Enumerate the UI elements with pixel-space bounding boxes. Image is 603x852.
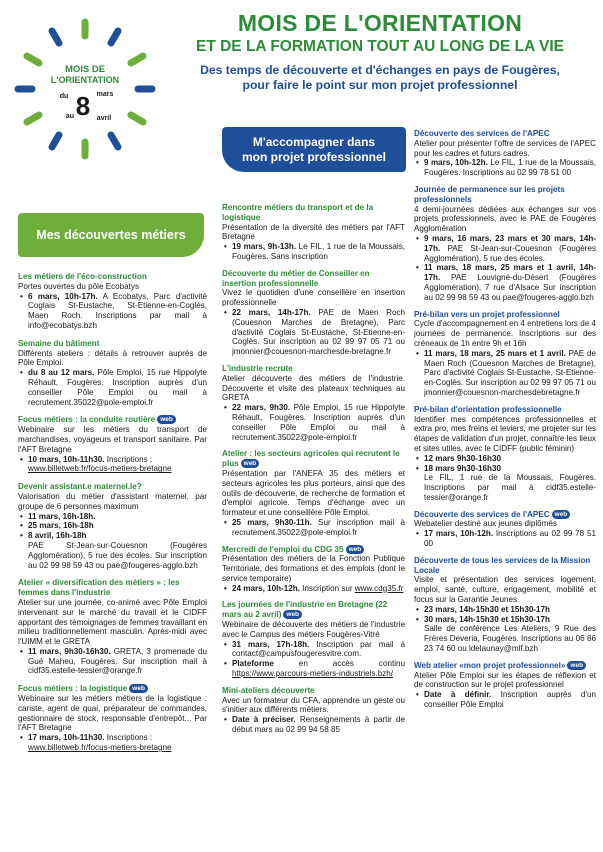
event-date-item: • 25 mars, 16h-18h — [28, 521, 207, 531]
page-header — [165, 10, 595, 93]
banner-accompagner-line-1: M'accompagner dans — [252, 134, 376, 149]
event-logistique — [18, 684, 207, 753]
event-title: Atelier « diversification des métiers » : les femmes dans l'industrie — [18, 578, 180, 598]
event-location: Le FIL, 1 rue de la Moussais, Fougères. Inscriptions par mail à cidf35.estelle-tessier@orange.fr — [424, 473, 596, 502]
event-date-item: • 24 mars, 10h-12h. Inscription sur www.cdg35.fr — [232, 584, 405, 594]
event-description: Présentation de la diversité des métiers par l'AFT Bretagne — [222, 222, 405, 242]
event-date-item: • 8 avril, 16h-18h — [28, 531, 207, 541]
event-pre-bilan-projet — [414, 310, 596, 398]
event-semaine-batiment — [18, 339, 207, 408]
event-title: Mercredi de l'emploi du CDG 35 web — [222, 545, 405, 555]
event-transport-logistique — [222, 203, 405, 262]
event-mission-locale — [414, 556, 596, 654]
banner-mes-decouvertes — [18, 213, 204, 257]
logo-number: 8 — [75, 91, 91, 121]
column-accompagnement — [414, 129, 596, 717]
event-apec-jeunes — [414, 510, 596, 549]
billetweb-link[interactable]: www.billetweb.fr/focus-metiers-bretagne — [28, 464, 172, 474]
event-web-atelier — [414, 661, 596, 710]
event-location: Salle de conférence Les Ateliers, 9 Rue des Frères Deveria, Fougères. Inscriptions au 06 86 23 74 60 ou ldelaunay@mlf.bzh — [424, 624, 596, 654]
event-date-item: • 6 mars, 10h-17h. A Ecobatys, Parc d'activité Coglais St-Eustache, St-Etienne-en-Coglès, Maen Roch. Inscriptions par mail à info@ecobatys.bzh — [28, 292, 207, 331]
event-mini-ateliers — [222, 686, 405, 735]
event-date-item: • 19 mars, 9h-13h. Le FIL, 1 rue de la Moussais, Fougères. Sans inscription — [232, 242, 405, 262]
event-description: Webinaire sur les métiers métiers de la logistique : cariste, agent de quai, préparateur de commandes, gestionnaire de stock, responsable d'entrepôt... Par l'AFT Bretagne — [18, 694, 207, 733]
event-title: Rencontre métiers du transport et de la logistique — [222, 203, 374, 222]
logo-line-1: MOIS DE — [64, 64, 106, 75]
event-femmes-industrie — [18, 578, 207, 676]
column-middle — [222, 203, 405, 742]
logo-avril: avril — [96, 115, 112, 122]
event-description: Vivez le quotidien d'une conseillère en insertion professionnelle — [222, 288, 405, 308]
banner-accompagner — [222, 127, 406, 172]
event-title: Atelier : les secteurs agricoles qui recrutent le plus web — [222, 449, 400, 469]
event-title: Devenir assistant.e maternel.le? — [18, 482, 142, 492]
web-badge: web — [129, 684, 148, 693]
event-date-item: • 30 mars, 14h-15h30 et 15h30-17h — [424, 615, 596, 625]
event-title: Pré-bilan vers un projet professionnel — [414, 309, 560, 319]
event-date-item: • Date à définir. Inscription auprès d'un conseiller Pôle Emploi — [424, 690, 596, 710]
sunburst-rays — [18, 22, 152, 156]
parcours-metiers-link[interactable]: https://www.parcours-metiers-industriels.bzh/ — [232, 669, 394, 679]
event-cdg35 — [222, 545, 405, 594]
event-description: Valorisation du métier d'assistant maternel, par groupe de 6 personnes maximum — [18, 491, 207, 511]
cdg35-link[interactable]: www.cdg35.fr — [354, 583, 404, 593]
event-pre-bilan-orientation — [414, 405, 596, 503]
event-date-item: • 31 mars, 17h-18h. Inscription par mail à contact@campusfougeresvitre.com. — [232, 640, 405, 660]
event-description: Cycle d'accompagnement en 4 entretiens lors de 4 journées de permanence. Inscriptions sur des créneaux de 1h entre 9h et 16h — [414, 319, 596, 348]
mois-orientation-logo — [10, 14, 160, 164]
event-date-item: • 9 mars, 10h-12h. Le FIL, 1 rue de la Moussais, Fougères. Inscriptions au 02 99 78 51 00 — [424, 158, 596, 178]
event-description: Portes ouvertes du pôle Ecobatys — [18, 281, 140, 291]
event-date-item: • 18 mars 9h30-16h30 — [424, 464, 596, 474]
event-description: Différents ateliers : détails à retrouver auprès de Pôle Emploi. — [18, 348, 207, 368]
logo-line-2: L'ORIENTATION — [50, 75, 120, 85]
event-description: Présentation par l'ANEFA 35 des métiers et secteurs agricoles les plus porteurs, ainsi que des outils de découverte, de recherche de formation et d'emploi agricole. Temps d'échange avec un formateur et une conseillère Pôle Emploi. — [222, 468, 405, 518]
web-badge: web — [346, 545, 365, 554]
event-date-item: • 11 mars, 9h30-16h30. GRETA, 3 promenade du Gué Maheu, Fougères. Sur inscription mail à cidf35.estelle-tessier@orange.fr — [28, 647, 207, 676]
logo-du: du — [59, 93, 69, 100]
web-badge: web — [567, 661, 586, 670]
event-title: Focus métiers : la conduite routière web — [18, 415, 207, 425]
page-subtitle-1: Des temps de découverte et d'échanges en pays de Fougères, — [200, 63, 560, 77]
event-description: Visite et présentation des services logement, emploi, santé, culture, engagement, mobilité et focus sur la Garantie Jeunes. — [414, 575, 596, 605]
event-title: Découverte des services de l'APEC — [414, 129, 550, 138]
event-apec — [414, 129, 596, 178]
event-date-item: • 11 mars, 18 mars, 25 mars et 1 avril. PAE de Maen Roch (Couesnon Marches de Bretagne), Parc d'activité Coglais St-Eustache, St-Etienne-en-Coglès. Sur inscription au 02 99 97 05 71 ou jmonnier@couesnon-marchesdebretagne.fr — [424, 349, 596, 398]
event-date-item: • 25 mars, 9h30-11h. Sur inscription mail à recrutement.35022@pole-emploi.fr — [232, 518, 405, 538]
event-title: Découverte de tous les services de la Mission Locale — [414, 555, 591, 575]
event-description: Avec un formateur du CFA, apprendre un geste ou s'initier aux différents métiers. — [222, 695, 405, 715]
event-title: Les métiers de l'éco-construction — [18, 272, 147, 281]
event-date-item: • 11 mars, 18 mars, 25 mars et 1 avril, 14h-17h. PAE Louvigné-du-Désert (Fougères Agglomération), 7 rue d'Alsace Sur inscription au 02 99 98 59 43 ou pae@fougeres-agglo.bzh — [424, 263, 596, 302]
event-assistant-maternel — [18, 482, 207, 570]
event-date-item: • 17 mars, 10h-12h. Inscriptions au 02 99 78 51 00 — [424, 529, 596, 549]
page-title-line-2: ET DE LA FORMATION TOUT AU LONG DE LA VIE — [196, 38, 564, 55]
event-date-item: • 17 mars, 10h-11h30. Inscriptions : — [28, 733, 207, 743]
event-date-item: • Date à préciser. Renseignements à partir de début mars au 02 99 94 58 85 — [232, 715, 405, 735]
event-title: Les journées de l'industrie en Bretagne (22 mars au 2 avril) web — [222, 600, 388, 620]
event-date-item: • 22 mars, 14h-17h. PAE de Maen Roch (Couesnon Marches de Bretagne), Parc d'activité Coglais St-Eustache, St-Etienne-en-Coglès. Sur inscription au 02 99 97 05 71 ou jmonnier@couesnon-marchesde-bretagne.fr — [232, 308, 405, 357]
event-description: Atelier pour présenter l'offre de services de l'APEC pour les cadres et futurs cadres. — [414, 138, 596, 158]
event-title: Découverte du métier de Conseiller en insertion professionnelle — [222, 268, 370, 288]
banner-mes-decouvertes-label: Mes découvertes métiers — [36, 228, 186, 242]
event-journees-industrie — [222, 600, 405, 678]
web-badge: web — [241, 459, 260, 468]
event-title: Web atelier «mon projet professionnel» web — [414, 661, 596, 671]
logo-au: au — [65, 113, 75, 120]
web-badge: web — [552, 510, 571, 519]
event-title: L'industrie recrute — [222, 363, 293, 373]
event-description: Webinaire de découverte des métiers de l'industrie avec le Campus des métiers Fougères-Vitré — [222, 620, 405, 639]
event-description: Atelier découverte des métiers de l'industrie. Découverte et visite des plateaux techniques au GRETA — [222, 373, 405, 403]
page-subtitle-2: pour faire le point sur mon projet professionnel — [242, 78, 518, 92]
web-badge: web — [157, 415, 176, 424]
event-date-item: • 10 mars, 10h-11h30. Inscriptions : — [28, 455, 207, 465]
event-permanence-projets — [414, 185, 596, 303]
event-description: 4 demi-journées dédiées aux échanges sur vos projets professionnels, avec le PAE de Fougères Agglomération — [414, 204, 596, 234]
event-title: Semaine du bâtiment — [18, 338, 100, 348]
web-badge: web — [283, 610, 302, 619]
event-title: Journée de permanence sur les projets professionnels — [414, 184, 565, 204]
event-date-item: • 12 mars 9h30-16h30 — [424, 454, 596, 464]
event-title: Focus métiers : la logistique web — [18, 684, 207, 694]
event-title: Découverte des services de l'APEC web — [414, 510, 596, 520]
billetweb-link[interactable]: www.billetweb.fr/focus-metiers-bretagne — [28, 743, 172, 753]
event-date-item: • du 8 au 12 mars. Pôle Emploi, 15 rue Hippolyte Réhault, Fougères. Inscription auprès d'un conseiller Pôle Emploi ou mail à recrutement.35022@pole-emploi.fr — [28, 368, 207, 407]
event-date-item: • Plateforme en accès continu https://www.parcours-metiers-industriels.bzh/ — [232, 659, 405, 679]
event-description: Présentation des métiers de la Fonction Publique Territoriale, des formations et des emplois (dont le service temporaire) — [222, 554, 405, 583]
event-description: Webatelier destiné aux jeunes diplômés — [414, 519, 557, 529]
event-conduite-routiere — [18, 415, 207, 474]
event-title: Pré-bilan d'orientation professionnelle — [414, 404, 562, 414]
event-description: Identifier mes compétences professionnelles et extra pro, mes freins et leviers, me projeter sur les étapes de validation d'un projet, connaître les lieux et sites utiles, avec le CIDFF (public féminin) — [414, 414, 596, 453]
event-date-item: • 23 mars, 14h-15h30 et 15h30-17h — [424, 605, 596, 615]
event-title: Mini-ateliers découverte — [222, 685, 315, 695]
logo-mars: mars — [96, 91, 114, 98]
event-date-item: • 11 mars, 16h-18h. — [28, 512, 207, 522]
event-conseiller-insertion — [222, 269, 405, 357]
event-industrie-recrute — [222, 364, 405, 442]
event-location: PAE St-Jean-sur-Couesnon (Fougères Agglomération), 5 rue des écoles. Sur inscription au 02 99 98 59 43 ou pae@fougeres-agglo.bzh — [28, 540, 207, 570]
column-decouvertes — [18, 272, 207, 761]
event-description: Atelier sur une journée, co-animé avec Pôle Emploi intervenant sur le marché du travail et le CIDFF apportant des témoignages de femmes travaillant en milieu traditionnellement masculin. Après-midi avec l'UIMM et le GRETA — [18, 597, 207, 647]
event-date-item: • 22 mars, 9h30. Pôle Emploi, 15 rue Hippolyte Réhault, Fougères. Inscription auprès d'un conseiller Pôle Emploi ou mail à recrutement.35022@pole-emploi.fr — [232, 403, 405, 442]
event-description: Atelier Pôle Emploi sur les étapes de réflexion et de construction sur le projet professionnel — [414, 670, 596, 690]
event-description: Webinaire sur les métiers du transport de marchandises, voyageurs et transport sanitaire. Par l'AFT Bretagne — [18, 425, 207, 454]
event-secteurs-agricoles — [222, 449, 405, 537]
banner-accompagner-line-2: mon projet professionnel — [241, 149, 386, 164]
page-title: MOIS DE L'ORIENTATION — [237, 10, 523, 36]
event-date-item: • 9 mars, 16 mars, 23 mars et 30 mars, 14h-17h. PAE St-Jean-sur-Couesnon (Fougères Agglomération), 5 rue des écoles. — [424, 234, 596, 263]
event-eco-construction — [18, 272, 207, 331]
